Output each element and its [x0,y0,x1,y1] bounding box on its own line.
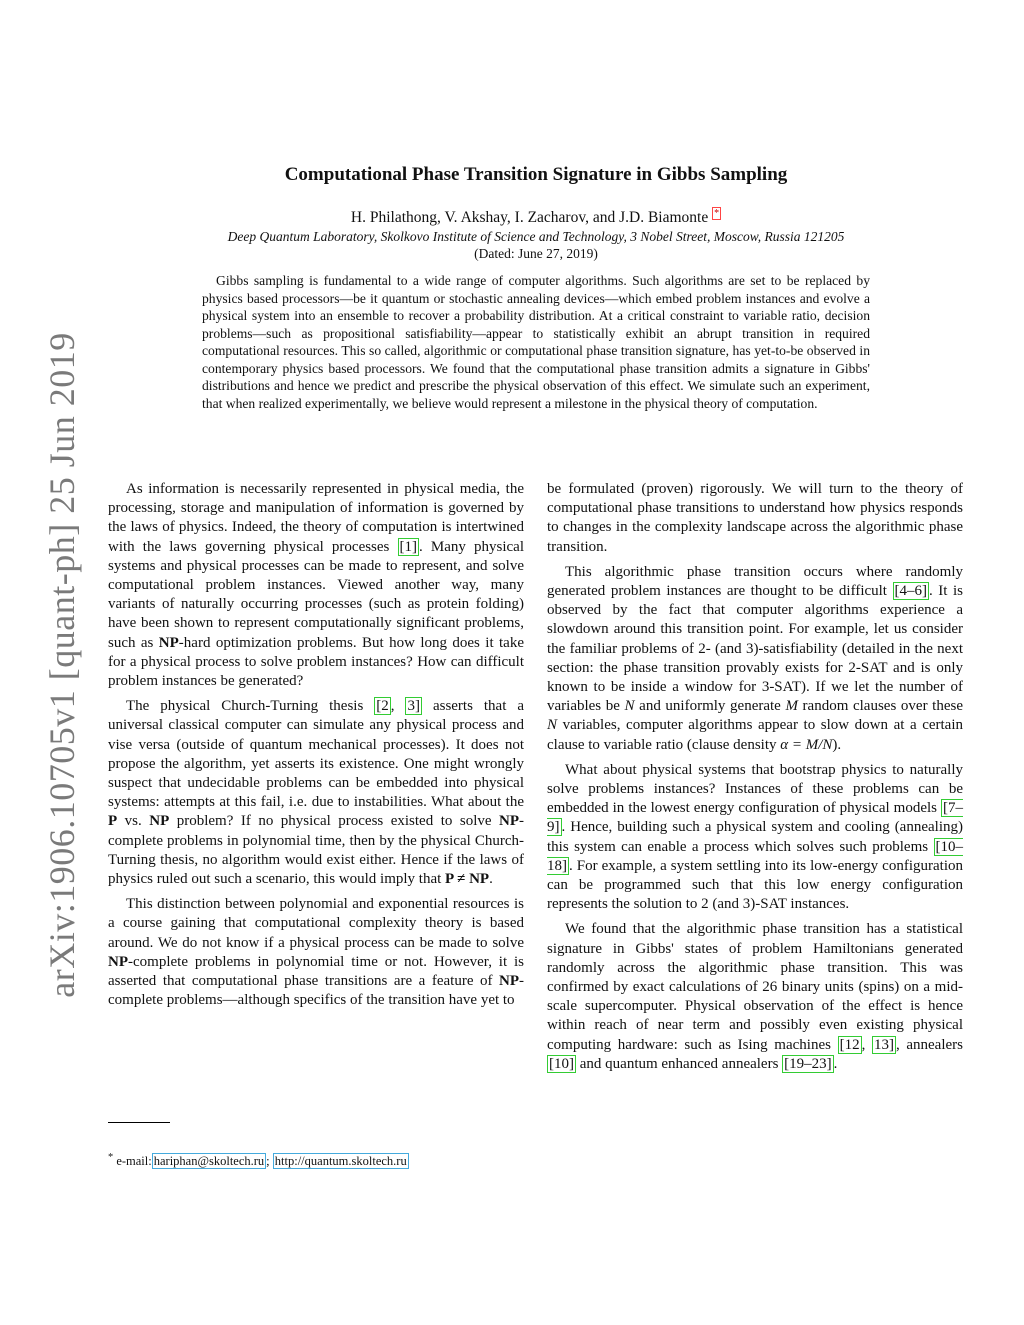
paragraph: be formulated (proven) rigorously. We will turn to the theory of computational phase transitions to understand how physics responds to changes in the complexity landscape across the algorithmic phase transition. [547,481,963,555]
paragraph [108,895,524,1010]
paragraph [547,563,963,755]
math-clause-density: α = M/N [780,736,833,753]
math-inequality: P ≠ NP [445,871,490,888]
author-names: H. Philathong, V. Akshay, I. Zacharov, and J.D. Biamonte [350,209,709,227]
text: vs. [117,813,150,830]
email-link[interactable]: hariphan@skoltech.ru [153,1154,265,1169]
math-np: NP [108,953,128,970]
text: . Hence, building such a physical system and cooling (annealing) this system can enable a process which solves such problems [547,819,963,855]
arxiv-side-stamp: arXiv:1906.10705v1 [quant-ph] 25 Jun 2019 [42,332,82,998]
citation-link[interactable]: [7–9] [547,800,963,836]
abstract: Gibbs sampling is fundamental to a wide range of computer algorithms. Such algorithms are set to be replaced by physics based processors—be it quantum or stochastic annealing devices—which embed problem instances and evolve a physical system into an ensemble to recover a probability distribution. At a critical constraint to variable ratio, decision problems—such as propositional satisfiability—appear to statistically exhibit an abrupt transition in required computational resources. This so called, algorithmic or computational phase transition signature, has yet-to-be observed in contemporary physics based processors. We found that the computational phase transition admits a signature in Gibbs' distributions and hence we predict and prescribe the physical observation of this effect. We simulate such an experiment, that when realized experimentally, we believe would represent a milestone in the physical theory of computation. [202,273,870,411]
math-np: NP [499,973,519,990]
right-column [547,480,963,1080]
footnote-label: e-mail: [116,1154,152,1169]
text: asserts that a universal classical computer can simulate any physical process and vise versa (outside of quantum mechanical processes). It does not propose the algorithm, yet asserts its existence. One might wrongly suspect that undecidable problems can be embedded into physical systems: attempts at this fail, i.e. due to instabilities. What about the [108,698,525,811]
text: . It is observed by the fact that computer algorithms experience a slowdown around this transition point. For example, let us consider the familiar problems of 2- (and 3)-satisfiability (detailed in the next section: the phase transition provably exists for 2-SAT and is only known to be inside a window for 3-SAT). If we let the number of variables be [547,583,963,715]
citation-link[interactable]: [12 [839,1036,860,1053]
citation-link[interactable]: [10] [549,1055,574,1072]
author-list [0,208,1024,227]
paragraph [547,761,963,915]
footnote [108,1152,409,1169]
citation-link[interactable]: [2 [376,698,389,715]
text: and quantum enhanced annealers [576,1055,783,1072]
citation-link[interactable]: [4–6] [894,583,928,600]
citation-link[interactable]: 13] [873,1036,894,1053]
paper-title: Computational Phase Transition Signature in Gibbs Sampling [284,164,788,185]
citation-link[interactable]: [1] [399,538,418,555]
text: ). [832,736,842,753]
text: -hard optimization problems. But how long does it take for a physical process to solve problem instances? How can difficult problem instances be generated? [108,634,525,690]
math-np: NP [149,813,170,830]
citation-link[interactable]: [19–23] [784,1055,832,1072]
paragraph [108,480,524,691]
citation-link[interactable]: 3] [407,698,420,715]
math-var: N [624,698,635,715]
text: -complete problems—although specifics of the transition have yet to [108,973,524,1009]
text: This algorithmic phase transition occurs where randomly generated problem instances are thought to be difficult [547,563,963,600]
footnote-rule [108,1122,170,1123]
date-line: (Dated: June 27, 2019) [474,246,598,261]
text: . [489,871,493,888]
math-np: NP [499,813,519,830]
text: and uniformly generate [634,698,786,715]
footnote-mark: * [108,1152,114,1163]
footnote-separator: ; [266,1154,273,1169]
paragraph: The physical Church-Turning thesis [2 , 3] asserts that a universal classical computer can simulate any physical process and vise versa (outside of quantum mechanical processes). It does not propose the algorithm, yet asserts its existence. One might wrongly suspect that undecidable problems can be embedded into physical systems: attempts at this fail, i.e. due to instabilities. What about the P vs. NP problem? If no physical process existed to solve NP-complete problems in polynomial time, then by the physical Church-Turning thesis, no algorithm would exist either. Hence if the laws of physics ruled out such a scenario, this would imply that P ≠ NP. [108,698,525,888]
math-var: N [547,717,558,734]
text: . [833,1055,838,1072]
text: This distinction between polynomial and exponential resources is a course gaining that computational complexity theory is based around. We do not know if a physical process can be made to solve [108,896,524,951]
left-column [108,480,524,1016]
text: The physical Church-Turning thesis [126,698,375,715]
text: variables, computer algorithms appear to slow down at a certain clause to variable ratio (clause density [547,717,963,753]
website-link[interactable]: http://quantum.skoltech.ru [274,1154,407,1169]
math-var: M [785,698,798,715]
text: What about physical systems that bootstrap physics to naturally solve problems instances? Instances of these problems can be embedded in the lowest energy configuration of physical models [547,761,963,817]
affiliation: Deep Quantum Laboratory, Skolkovo Institute of Science and Technology, 3 Nobel Street, Moscow, Russia 121205 [227,229,845,244]
math-np: NP [158,634,179,651]
text: -complete problems in polynomial time or not. However, it is asserted that computational phase transitions are a feature of [108,953,524,990]
math-p: P [108,813,118,830]
citation-link[interactable]: [10–18] [547,838,963,874]
text: problem? If no physical process existed to solve [169,813,499,830]
text: . For example, a system settling into its low-energy configuration can be programmed such that this low energy configuration represents the solution to 2 (and 3)-SAT instances. [547,857,963,913]
text: , annealers [895,1036,964,1053]
text: -complete problems in polynomial time, then by the physical Church-Turning thesis, no algorithm would exist either. Hence if the laws of physics ruled out such a scenario, this would imply that [108,813,524,888]
text: . Many physical systems and physical processes can be made to represent, and solve computational problem instances. Viewed another way, many variants of naturally occurring processes (such as protein folding) have been shown to represent computationally significant problems, such as [108,538,524,651]
text: As information is necessarily represented in physical media, the processing, storage and manipulation of information is governed by the laws of physics. Indeed, the theory of computation is intertwined with the laws governing physical processes [108,481,524,555]
text: We found that the algorithmic phase transition has a statistical signature in Gibbs' states of problem Hamiltonians generated randomly across the algorithmic phase transition. This was confirmed by exact calculations of 26 binary units (spins) on a mid-scale supercomputer. Physical observation of the effect is hence within reach of near term and possibly even existing physical computing hardware: such as Ising machines [547,921,963,1053]
author-footnote-mark[interactable]: * [714,208,720,219]
paragraph: We found that the algorithmic phase transition has a statistical signature in Gibbs' states of problem Hamiltonians generated randomly across the algorithmic phase transition. This was confirmed by exact calculations of 26 binary units (spins) on a mid-scale supercomputer. Physical observation of the effect is hence within reach of near term and possibly even existing physical computing hardware: such as Ising machines [12 , 13] , annealers [10] and quantum enhanced annealers [19–23] . [547,921,964,1072]
text: random clauses over these [797,698,963,715]
